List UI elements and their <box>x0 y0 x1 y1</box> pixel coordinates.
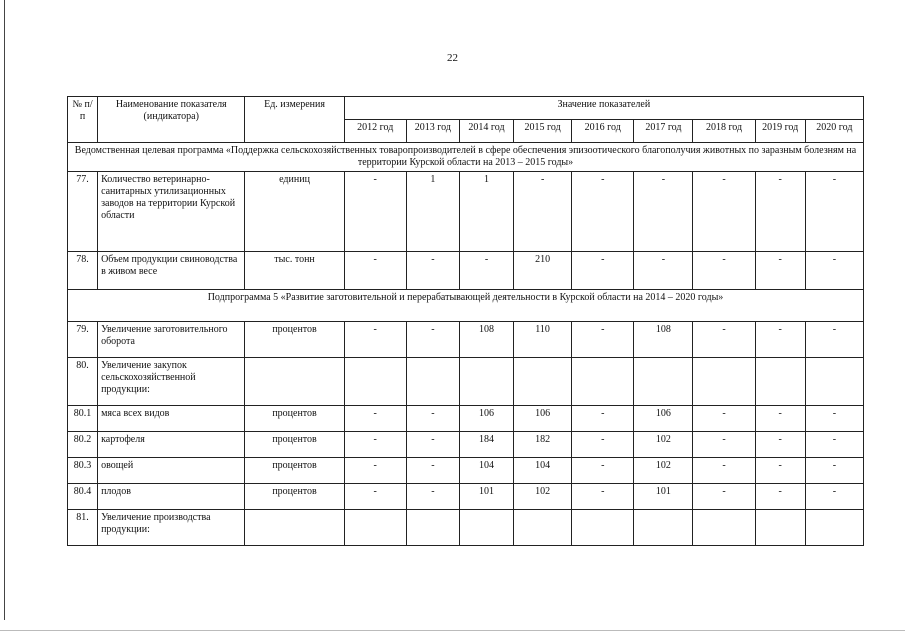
value-cell: - <box>805 484 863 510</box>
unit-cell: процентов <box>245 406 344 432</box>
value-cell: - <box>805 172 863 252</box>
value-cell <box>406 358 459 406</box>
unit-cell: процентов <box>245 458 344 484</box>
value-cell: - <box>344 322 406 358</box>
value-cell: 104 <box>514 458 572 484</box>
value-cell <box>805 510 863 546</box>
header-row-top <box>68 97 864 120</box>
indicator-name: Количество ветеринарно-санитарных утилизационных заводов на территории Курской области <box>98 172 245 252</box>
value-cell: - <box>406 484 459 510</box>
value-cell: - <box>406 252 459 290</box>
value-cell: 106 <box>514 406 572 432</box>
value-cell: - <box>693 484 755 510</box>
indicator-name: Увеличение производства продукции: <box>98 510 245 546</box>
value-cell: 106 <box>459 406 513 432</box>
unit-cell: процентов <box>245 432 344 458</box>
value-cell: 101 <box>634 484 693 510</box>
row-number: 80.1 <box>68 406 98 432</box>
header-year: 2018 год <box>693 120 755 143</box>
indicator-name: плодов <box>98 484 245 510</box>
row-number: 80. <box>68 358 98 406</box>
value-cell: - <box>344 484 406 510</box>
page-number: 22 <box>447 52 458 64</box>
value-cell <box>805 358 863 406</box>
scan-edge-bottom <box>0 630 905 631</box>
table-row <box>68 458 864 484</box>
value-cell <box>406 510 459 546</box>
value-cell: 102 <box>634 458 693 484</box>
value-cell: - <box>755 458 805 484</box>
value-cell: 1 <box>406 172 459 252</box>
value-cell: - <box>693 458 755 484</box>
header-year: 2019 год <box>755 120 805 143</box>
value-cell: - <box>572 252 634 290</box>
value-cell: - <box>693 252 755 290</box>
value-cell: 182 <box>514 432 572 458</box>
section-title: Ведомственная целевая программа «Поддержка сельскохозяйственных товаропроизводителей в сфере обеспечения эпизоотического благополучия животных по заразным болезням на территории Курской области на 2013 – 2015 годы» <box>68 143 864 172</box>
value-cell <box>755 358 805 406</box>
value-cell: - <box>572 172 634 252</box>
value-cell: - <box>634 172 693 252</box>
value-cell: 102 <box>514 484 572 510</box>
value-cell: - <box>755 432 805 458</box>
value-cell: - <box>693 172 755 252</box>
row-number: 78. <box>68 252 98 290</box>
header-year: 2016 год <box>572 120 634 143</box>
value-cell: - <box>755 172 805 252</box>
value-cell: - <box>755 484 805 510</box>
header-values-group: Значение показателей <box>344 97 863 120</box>
value-cell: - <box>406 322 459 358</box>
value-cell: - <box>805 252 863 290</box>
row-number: 80.3 <box>68 458 98 484</box>
value-cell <box>344 358 406 406</box>
indicator-name: мяса всех видов <box>98 406 245 432</box>
value-cell <box>634 358 693 406</box>
value-cell: - <box>634 252 693 290</box>
header-year: 2014 год <box>459 120 513 143</box>
table-body <box>68 143 864 546</box>
row-number: 79. <box>68 322 98 358</box>
value-cell: 104 <box>459 458 513 484</box>
row-number: 81. <box>68 510 98 546</box>
header-year: 2020 год <box>805 120 863 143</box>
table-row <box>68 172 864 252</box>
row-number: 80.2 <box>68 432 98 458</box>
value-cell: - <box>406 458 459 484</box>
value-cell: 184 <box>459 432 513 458</box>
value-cell: 102 <box>634 432 693 458</box>
value-cell: - <box>805 458 863 484</box>
value-cell: 108 <box>634 322 693 358</box>
value-cell <box>755 510 805 546</box>
section-row <box>68 143 864 172</box>
value-cell: 101 <box>459 484 513 510</box>
header-unit: Ед. измерения <box>245 97 344 143</box>
value-cell: 1 <box>459 172 513 252</box>
indicator-name: картофеля <box>98 432 245 458</box>
value-cell: 106 <box>634 406 693 432</box>
unit-cell: единиц <box>245 172 344 252</box>
value-cell: - <box>693 406 755 432</box>
indicator-name: Увеличение заготовительного оборота <box>98 322 245 358</box>
value-cell <box>459 510 513 546</box>
value-cell: - <box>514 172 572 252</box>
table-row <box>68 322 864 358</box>
value-cell: - <box>805 322 863 358</box>
scan-edge-left <box>4 0 5 620</box>
value-cell: - <box>572 458 634 484</box>
value-cell: - <box>572 484 634 510</box>
unit-cell: процентов <box>245 484 344 510</box>
header-year: 2012 год <box>344 120 406 143</box>
value-cell: - <box>693 432 755 458</box>
value-cell: - <box>406 432 459 458</box>
value-cell <box>693 510 755 546</box>
header-num: № п/п <box>68 97 98 143</box>
value-cell <box>572 358 634 406</box>
value-cell: - <box>693 322 755 358</box>
value-cell: 210 <box>514 252 572 290</box>
table-row <box>68 358 864 406</box>
value-cell: - <box>805 406 863 432</box>
section-row <box>68 290 864 322</box>
value-cell: - <box>344 172 406 252</box>
unit-cell: тыс. тонн <box>245 252 344 290</box>
value-cell: - <box>572 432 634 458</box>
value-cell <box>514 510 572 546</box>
row-number: 77. <box>68 172 98 252</box>
header-name: Наименование показателя (индикатора) <box>98 97 245 143</box>
value-cell <box>693 358 755 406</box>
value-cell <box>344 510 406 546</box>
header-year: 2017 год <box>634 120 693 143</box>
value-cell <box>514 358 572 406</box>
table-row <box>68 432 864 458</box>
section-title: Подпрограмма 5 «Развитие заготовительной и перерабатывающей деятельности в Курской области на 2014 – 2020 годы» <box>68 290 864 322</box>
header-year: 2015 год <box>514 120 572 143</box>
value-cell: - <box>755 252 805 290</box>
value-cell <box>572 510 634 546</box>
value-cell: - <box>805 432 863 458</box>
indicator-name: Объем продукции свиноводства в живом весе <box>98 252 245 290</box>
value-cell: - <box>344 458 406 484</box>
indicator-name: Увеличение закупок сельскохозяйственной продукции: <box>98 358 245 406</box>
indicators-table <box>67 96 864 546</box>
table-row <box>68 484 864 510</box>
indicator-name: овощей <box>98 458 245 484</box>
value-cell <box>634 510 693 546</box>
value-cell: - <box>344 432 406 458</box>
row-number: 80.4 <box>68 484 98 510</box>
value-cell: - <box>572 406 634 432</box>
value-cell: - <box>755 322 805 358</box>
header-year: 2013 год <box>406 120 459 143</box>
value-cell: - <box>344 406 406 432</box>
value-cell: - <box>572 322 634 358</box>
value-cell: 110 <box>514 322 572 358</box>
unit-cell <box>245 358 344 406</box>
table-row <box>68 406 864 432</box>
value-cell: - <box>755 406 805 432</box>
unit-cell <box>245 510 344 546</box>
value-cell: 108 <box>459 322 513 358</box>
value-cell: - <box>344 252 406 290</box>
table-row <box>68 252 864 290</box>
value-cell: - <box>406 406 459 432</box>
value-cell <box>459 358 513 406</box>
value-cell: - <box>459 252 513 290</box>
table-row <box>68 510 864 546</box>
unit-cell: процентов <box>245 322 344 358</box>
